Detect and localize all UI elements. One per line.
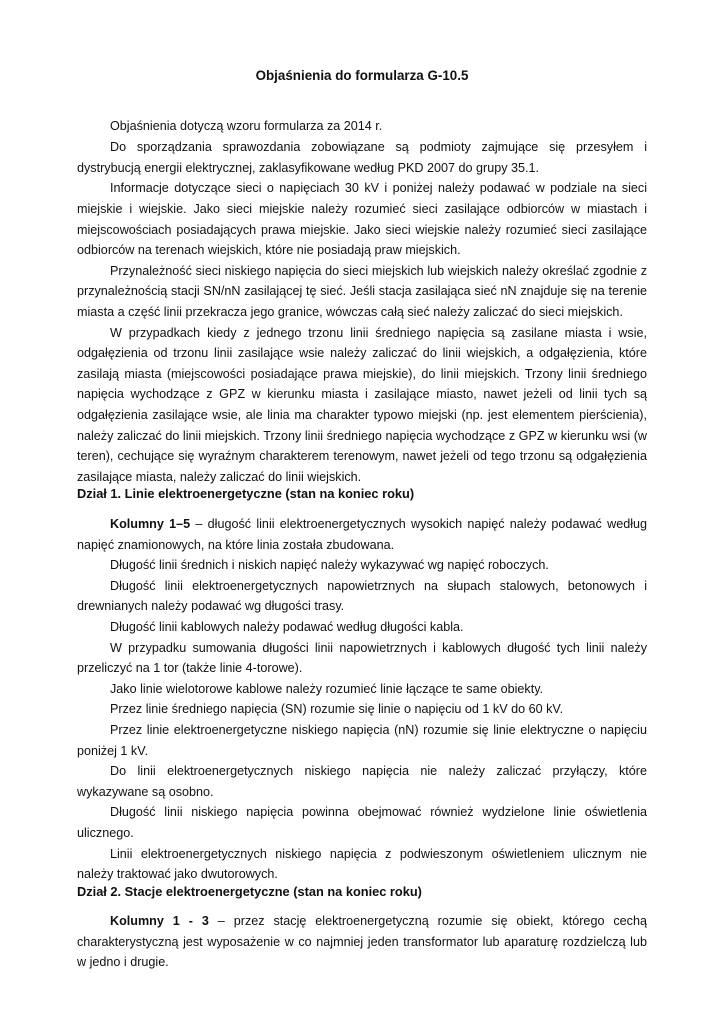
section-2-body: [77, 911, 647, 973]
columns-description: – długość linii elektroenergetycznych wysokich napięć należy podawać według napięć znamionowych, na które linia została zbudowana.: [77, 517, 648, 552]
intro-paragraph: Informacje dotyczące sieci o napięciach 30 kV i poniżej należy podawać w podziale na sieci miejskie i wiejskie. Jako sieci miejskie należy rozumieć sieci zasilające odbiorców w miastach i miejscowościach posiadających prawa miejskie. Jako sieci wiejskie należy rozumieć sieci zasilające odbiorców na terenach wiejskich, które nie posiadają praw miejskich.: [77, 181, 647, 258]
section-2-lead-paragraph: [77, 911, 647, 973]
section-1-paragraph: Długość linii elektroenergetycznych napowietrznych na słupach stalowych, betonowych i drewnianych należy podawać wg długości trasy.: [77, 578, 647, 614]
section-1-heading: Dział 1. Linie elektroenergetyczne (stan na koniec roku): [77, 486, 415, 501]
section-1-lead-paragraph: [77, 514, 647, 555]
section-1-paragraph: Długość linii średnich i niskich napięć należy wykazywać wg napięć roboczych.: [110, 558, 549, 573]
intro-paragraph: Objaśnienia dotyczą wzoru formularza za 2014 r.: [110, 119, 383, 133]
section-1-paragraph: Długość linii kablowych należy podawać według długości kabla.: [110, 619, 464, 634]
section-1-paragraph: Długość linii niskiego napięcia powinna obejmować również wydzielone linie oświetlenia ulicznego.: [77, 805, 647, 840]
columns-label: Kolumny 1 - 3: [110, 914, 209, 928]
columns-label: Kolumny 1–5: [110, 517, 191, 531]
page-title: Objaśnienia do formularza G-10.5: [255, 68, 469, 83]
section-1-paragraph: Przez linie elektroenergetyczne niskiego napięcia (nN) rozumie się linie elektryczne o napięciu poniżej 1 kV.: [77, 722, 647, 758]
section-1-paragraph: W przypadku sumowania długości linii napowietrznych i kablowych długość tych linii należy przeliczyć na 1 tor (także linie 4-torowe).: [77, 640, 647, 676]
intro-paragraph: W przypadkach kiedy z jednego trzonu linii średniego napięcia są zasilane miasta i wsie, odgałęzienia od trzonu linii zasilające wsie należy zaliczać do linii wiejskich, a odgałęzienia, które zasilają miasta (miejscowości posiadające prawa miejskie), do linii miejskich. Trzony linii średniego napięcia wychodzące z GPZ w kierunku miasta i zasilające miasto, nawet jeżeli od linii tych są odgałęzienia zasilające wsie, ale linia ma charakter typowo miejski (np. jest elementem pierścienia), należy zaliczać do linii miejskich. Trzony linii średniego napięcia wychodzące z GPZ w kierunku wsi (w teren), cechujące się wyraźnym charakterem terenowym, nawet jeżeli od tego trzonu są odgałęzienia zasilające miasta, należy zaliczać do linii wiejskich.: [77, 325, 647, 484]
section-1-paragraph: Jako linie wielotorowe kablowe należy rozumieć linie łączące te same obiekty.: [110, 681, 544, 696]
section-1-paragraph: Linii elektroenergetycznych niskiego napięcia z podwieszonym oświetleniem ulicznym nie należy traktować jako dwutorowych.: [77, 846, 647, 882]
intro-paragraph: Do sporządzania sprawozdania zobowiązane są podmioty zajmujące się przesyłem i dystrybucją energii elektrycznej, zaklasyfikowane według PKD 2007 do grupy 35.1.: [77, 140, 647, 175]
section-2-heading: Dział 2. Stacje elektroenergetyczne (stan na koniec roku): [77, 884, 422, 899]
intro-section: [77, 116, 647, 487]
section-1-paragraph: Przez linie średniego napięcia (SN) rozumie się linie o napięciu od 1 kV do 60 kV.: [110, 702, 564, 717]
columns-description: – przez stację elektroenergetyczną rozumie się obiekt, którego cechą charakterystyczną jest wyposażenie w co najmniej jeden transformator lub aparaturę rozdzielczą lub w jedno i drugie.: [77, 914, 647, 970]
section-1-paragraph: Do linii elektroenergetycznych niskiego napięcia nie należy zaliczać przyłączy, które wykazywane są osobno.: [77, 764, 647, 799]
intro-paragraph: Przynależność sieci niskiego napięcia do sieci miejskich lub wiejskich należy określać zgodnie z przynależnością stacji SN/nN zasilającej tę sieć. Jeśli stacja zasilająca sieć nN znajduje się na terenie miasta a część linii przekracza jego granice, wówczas całą sieć należy zaliczać do sieci miejskich.: [77, 263, 647, 319]
section-1-body: [77, 514, 647, 885]
